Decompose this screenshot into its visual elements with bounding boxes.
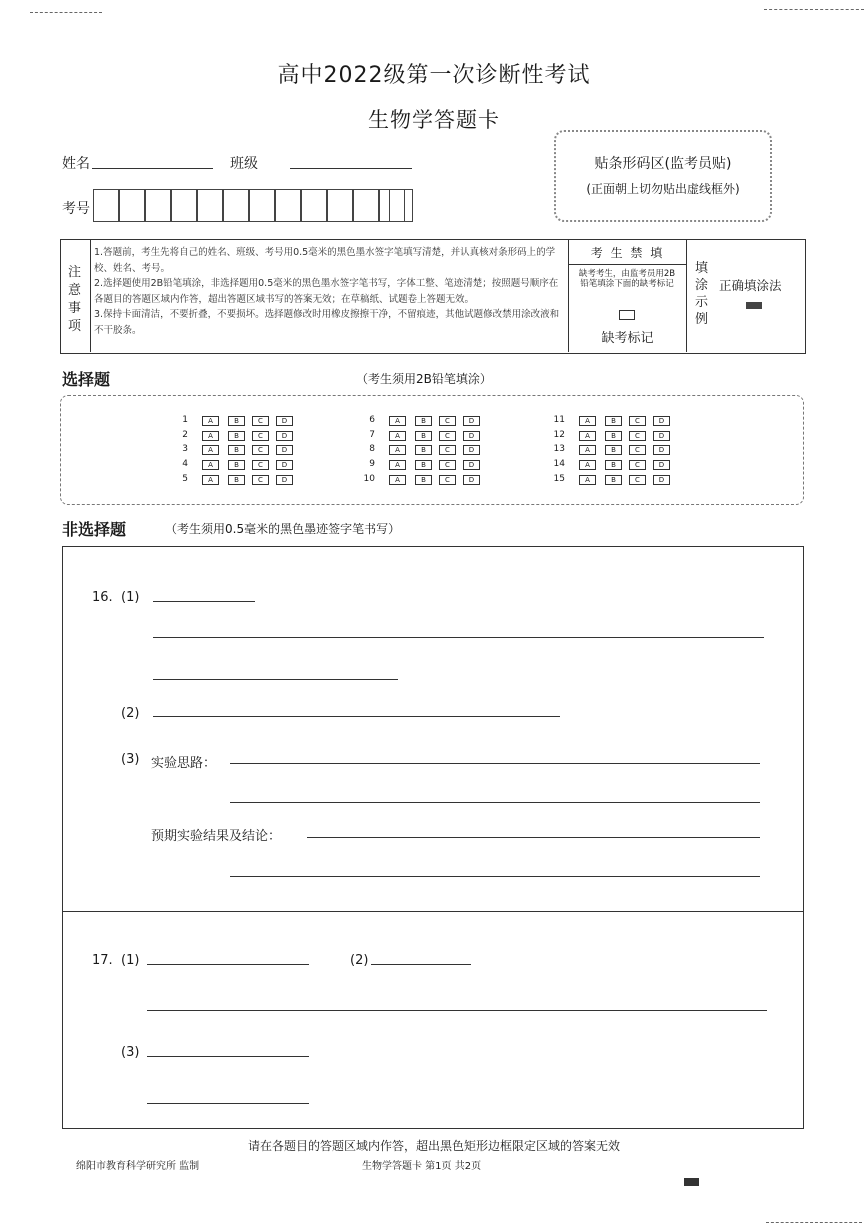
q17-part1-label: (1) — [121, 953, 140, 968]
option-bubble-d[interactable]: D — [463, 460, 480, 470]
question-number: 6 — [369, 415, 375, 425]
option-bubble-c[interactable]: C — [439, 460, 456, 470]
q17-part1-line[interactable] — [147, 964, 309, 965]
choice-note: （考生须用2B铅笔填涂） — [356, 372, 492, 386]
option-bubble-c[interactable]: C — [252, 416, 269, 426]
option-bubble-b[interactable]: B — [415, 431, 432, 441]
absence-mark-bubble[interactable] — [619, 310, 635, 320]
option-bubble-d[interactable]: D — [276, 460, 293, 470]
option-bubble-d[interactable]: D — [653, 431, 670, 441]
option-bubble-c[interactable]: C — [439, 475, 456, 485]
nonchoice-title: 非选择题 — [62, 520, 127, 539]
class-field[interactable] — [290, 168, 412, 169]
answer-sheet-title: 生物学答题卡 — [368, 108, 500, 132]
notice-label-char: 项 — [68, 319, 82, 334]
id-cell[interactable] — [93, 189, 119, 222]
id-cell[interactable] — [301, 189, 327, 222]
forbidden-box — [568, 239, 687, 352]
option-bubble-d[interactable]: D — [463, 416, 480, 426]
option-bubble-c[interactable]: C — [252, 431, 269, 441]
fill-example-char: 涂 — [695, 278, 709, 293]
question-number: 2 — [182, 430, 188, 440]
q16-result-label: 预期实验结果及结论： — [151, 829, 282, 844]
notice-item-3: 3.保持卡面清洁，不要折叠，不要损坏。选择题修改时用橡皮擦擦干净，不留痕迹，其他试题修改禁用涂改液和不干胶条。 — [94, 309, 560, 336]
q16-idea-line[interactable] — [230, 802, 760, 803]
filled-bubble-example — [746, 302, 762, 309]
footer-page: 生物学答题卡 第1页 共2页 — [362, 1161, 482, 1172]
id-cell[interactable] — [249, 189, 275, 222]
question-number: 5 — [182, 474, 188, 484]
option-bubble-a[interactable]: A — [202, 431, 219, 441]
option-bubble-d[interactable]: D — [653, 445, 670, 455]
q16-part3-label: (3) — [121, 752, 140, 767]
corner-mark-right — [764, 9, 864, 10]
barcode-line2: (正面朝上切勿贴出虚线框外) — [586, 182, 740, 196]
q16-number: 16. — [92, 590, 113, 605]
option-bubble-c[interactable]: C — [629, 445, 646, 455]
nonchoice-note: （考生须用0.5毫米的黑色墨迹签字笔书写） — [165, 522, 401, 536]
fill-example-char: 示 — [695, 295, 709, 310]
option-bubble-c[interactable]: C — [439, 445, 456, 455]
question-number: 10 — [363, 474, 375, 484]
id-cell[interactable] — [327, 189, 353, 222]
option-bubble-c[interactable]: C — [629, 460, 646, 470]
barcode-area — [554, 130, 772, 222]
q16-part1-line[interactable] — [153, 601, 255, 602]
absence-mark-label: 缺考标记 — [601, 331, 654, 346]
question-number: 3 — [182, 444, 188, 454]
option-bubble-a[interactable]: A — [579, 445, 596, 455]
option-bubble-d[interactable]: D — [653, 475, 670, 485]
option-bubble-b[interactable]: B — [228, 445, 245, 455]
fill-example-char: 填 — [695, 261, 709, 276]
option-bubble-a[interactable]: A — [389, 460, 406, 470]
option-bubble-a[interactable]: A — [579, 475, 596, 485]
q17-answer-box — [62, 910, 804, 1129]
name-field[interactable] — [92, 168, 213, 169]
q17-part2-line[interactable] — [147, 1010, 767, 1011]
option-bubble-d[interactable]: D — [463, 431, 480, 441]
notice-label-char: 注 — [68, 265, 82, 280]
option-bubble-c[interactable]: C — [439, 431, 456, 441]
fill-example-text: 正确填涂法 — [719, 278, 782, 293]
option-bubble-b[interactable]: B — [415, 460, 432, 470]
option-bubble-b[interactable]: B — [605, 460, 622, 470]
option-bubble-a[interactable]: A — [202, 460, 219, 470]
footer-warning: 请在各题目的答题区域内作答，超出黑色矩形边框限定区域的答案无效 — [247, 1139, 620, 1153]
forbidden-text: 缺考考生，由监考员用2B铅笔填涂下面的缺考标记 — [578, 269, 676, 289]
forbidden-divider — [569, 264, 686, 265]
option-bubble-d[interactable]: D — [463, 445, 480, 455]
option-bubble-b[interactable]: B — [415, 416, 432, 426]
question-number: 8 — [369, 444, 375, 454]
corner-mark-bottom — [766, 1222, 862, 1223]
option-bubble-a[interactable]: A — [202, 416, 219, 426]
option-bubble-a[interactable]: A — [579, 460, 596, 470]
footer-publisher: 绵阳市教育科学研究所 监制 — [76, 1161, 200, 1172]
option-bubble-a[interactable]: A — [389, 475, 406, 485]
option-bubble-d[interactable]: D — [653, 416, 670, 426]
option-bubble-a[interactable]: A — [202, 475, 219, 485]
q16-part1-label: (1) — [121, 590, 140, 605]
question-number: 7 — [369, 430, 375, 440]
question-number: 1 — [182, 415, 188, 425]
notice-label-char: 意 — [68, 283, 82, 298]
option-bubble-b[interactable]: B — [605, 431, 622, 441]
name-label: 姓名 — [62, 156, 90, 172]
option-bubble-a[interactable]: A — [389, 431, 406, 441]
q17-part2-line[interactable] — [371, 964, 471, 965]
option-bubble-b[interactable]: B — [228, 416, 245, 426]
option-bubble-c[interactable]: C — [629, 416, 646, 426]
q16-part1-line[interactable] — [153, 637, 764, 638]
id-cell[interactable] — [171, 189, 197, 222]
option-bubble-a[interactable]: A — [389, 445, 406, 455]
option-bubble-a[interactable]: A — [389, 416, 406, 426]
q16-result-line[interactable] — [307, 837, 760, 838]
question-number: 12 — [553, 430, 565, 440]
q17-part3-label: (3) — [121, 1045, 140, 1060]
id-cell[interactable] — [145, 189, 171, 222]
option-bubble-a[interactable]: A — [202, 445, 219, 455]
q16-part2-line[interactable] — [153, 716, 560, 717]
q17-part3-line[interactable] — [147, 1056, 309, 1057]
option-bubble-d[interactable]: D — [276, 431, 293, 441]
option-bubble-b[interactable]: B — [415, 475, 432, 485]
q16-idea-label: 实验思路： — [151, 756, 217, 771]
option-bubble-d[interactable]: D — [276, 475, 293, 485]
q16-part1-line[interactable] — [153, 679, 398, 680]
q16-part2-label: (2) — [121, 706, 140, 721]
option-bubble-c[interactable]: C — [629, 431, 646, 441]
option-bubble-b[interactable]: B — [605, 445, 622, 455]
option-bubble-b[interactable]: B — [228, 431, 245, 441]
question-number: 14 — [553, 459, 565, 469]
question-number: 13 — [553, 444, 565, 454]
q17-part3-line[interactable] — [147, 1103, 309, 1104]
option-bubble-d[interactable]: D — [463, 475, 480, 485]
corner-mark-left — [30, 12, 102, 13]
q17-part2-label: (2) — [350, 953, 369, 968]
q16-idea-line[interactable] — [230, 763, 760, 764]
id-cell[interactable] — [197, 189, 223, 222]
positioning-mark — [684, 1178, 699, 1186]
id-label: 考号 — [62, 201, 90, 217]
id-cell[interactable] — [119, 189, 145, 222]
choice-title: 选择题 — [62, 370, 111, 389]
option-bubble-d[interactable]: D — [653, 460, 670, 470]
id-cell[interactable] — [275, 189, 301, 222]
q16-result-line[interactable] — [230, 876, 760, 877]
notice-text — [94, 245, 564, 338]
option-bubble-b[interactable]: B — [415, 445, 432, 455]
option-bubble-c[interactable]: C — [252, 445, 269, 455]
q17-number: 17. — [92, 953, 113, 968]
fill-example-char: 例 — [695, 312, 709, 327]
forbidden-title: 考 生 禁 填 — [590, 246, 665, 260]
class-label: 班级 — [230, 156, 258, 172]
barcode-line1: 贴条形码区(监考员贴) — [594, 156, 732, 172]
notice-item-2: 2.选择题使用2B铅笔填涂，非选择题用0.5毫米的黑色墨水签字笔书写，字体工整、笔迹清楚；按照题号顺序在各题目的答题区域内作答，超出答题区域书写的答案无效；在草稿纸、试题卷上答题无效。 — [94, 278, 559, 305]
question-number: 4 — [182, 459, 188, 469]
option-bubble-c[interactable]: C — [252, 475, 269, 485]
option-bubble-b[interactable]: B — [228, 460, 245, 470]
question-number: 11 — [553, 415, 565, 425]
option-bubble-b[interactable]: B — [228, 475, 245, 485]
option-bubble-d[interactable]: D — [276, 416, 293, 426]
option-bubble-b[interactable]: B — [605, 416, 622, 426]
notice-item-1: 1.答题前，考生先将自己的姓名、班级、考号用0.5毫米的黑色墨水签字笔填写清楚，并认真核对条形码上的学校、姓名、考号。 — [94, 247, 556, 274]
notice-label-char: 事 — [68, 301, 82, 316]
id-cell[interactable] — [223, 189, 249, 222]
option-bubble-c[interactable]: C — [629, 475, 646, 485]
notice-label — [60, 239, 91, 352]
option-bubble-a[interactable]: A — [579, 416, 596, 426]
exam-title: 高中2022级第一次诊断性考试 — [277, 63, 591, 88]
option-bubble-d[interactable]: D — [276, 445, 293, 455]
question-number: 9 — [369, 459, 375, 469]
option-bubble-b[interactable]: B — [605, 475, 622, 485]
option-bubble-c[interactable]: C — [439, 416, 456, 426]
option-bubble-c[interactable]: C — [252, 460, 269, 470]
option-bubble-a[interactable]: A — [579, 431, 596, 441]
id-cell[interactable] — [353, 189, 379, 222]
fill-example-label — [695, 260, 711, 328]
id-cell[interactable] — [389, 189, 413, 222]
question-number: 15 — [553, 474, 565, 484]
